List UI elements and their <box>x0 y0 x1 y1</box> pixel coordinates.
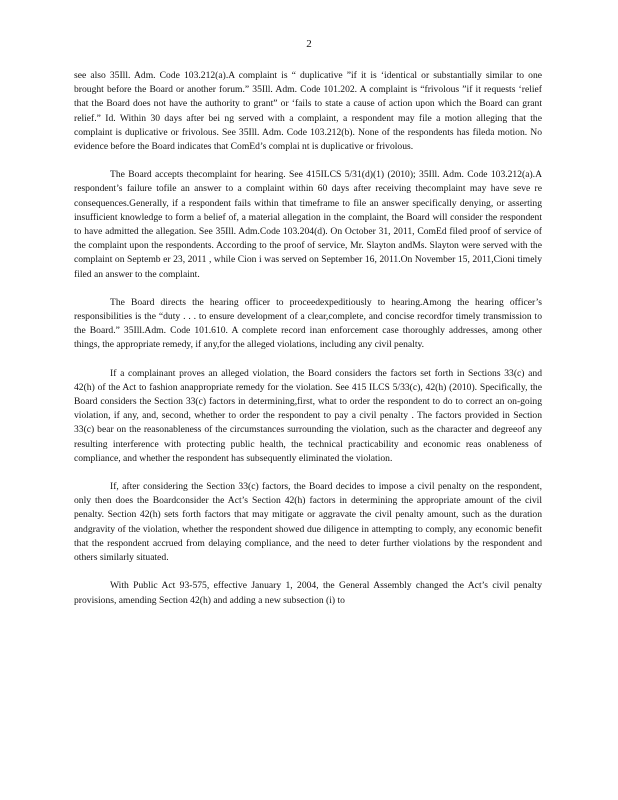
document-body <box>74 69 542 622</box>
paragraph-duplicative-frivolous: see also 35Ill. Adm. Code 103.212(a).A complaint is “ duplicative ”if it is ‘identical or substantially similar to one brought before the Board or another forum.” 35Ill. Adm. Code 101.202. A complaint is “frivolous ”if it requests ‘relief that the Board does not have the authority to grant” or ‘fails to state a cause of action upon which the Board can grant relief.” Id. Within 30 days after bei ng served with a complaint, a respondent may file a motion alleging that the complaint is duplicative or frivolous. See 35Ill. Adm. Code 103.212(b). None of the respondents has fileda motion. No evidence before the Board indicates that ComEd’s complai nt is duplicative or frivolous. <box>74 70 542 153</box>
paragraph-accepts-for-hearing: The Board accepts thecomplaint for hearing. See 415ILCS 5/31(d)(1) (2010); 35Ill. Adm. Code 103.212(a).A respondent’s failure tofile an answer to a complaint within 60 days after receiving thecomplaint may have seve re consequences.Generally, if a respondent fails within that timeframe to file an answer specifically denying, or asserting insufficient knowledge to form a belief of, a material allegation in the complaint, the Board will consider the respondent to have admitted the allegation. See 35Ill. Adm.Code 103.204(d). On October 31, 2011, ComEd filed proof of service of the complaint upon the respondents. According to the proof of service, Mr. Slayton andMs. Slayton were served with the complaint on Septemb er 23, 2011 , while Cion i was served on September 16, 2011.On November 15, 2011,Cioni timely filed an answer to the complaint. <box>74 169 542 280</box>
paragraph-section-42h: If, after considering the Section 33(c) factors, the Board decides to impose a civil penalty on the respondent, only then does the Boardconsider the Act’s Section 42(h) factors in determining the appropriate amount of the civil penalty. Section 42(h) sets forth factors that may mitigate or aggravate the civil penalty amount, such as the duration andgravity of the violation, whether the respondent showed due diligence in attempting to comply, any economic benefit that the respondent accrued from delaying compliance, and the need to deter further violations by the respondent and others similarly situated. <box>74 481 542 564</box>
paragraph-public-act: With Public Act 93-575, effective January 1, 2004, the General Assembly changed the Act’s civil penalty provisions, amending Section 42(h) and adding a new subsection (i) to <box>74 580 542 606</box>
paragraph-section-33c: If a complainant proves an alleged violation, the Board considers the factors set forth in Sections 33(c) and 42(h) of the Act to fashion anappropriate remedy for the violation. See 415 ILCS 5/33(c), 42(h) (2010). Specifically, the Board considers the Section 33(c) factors in determining,first, what to order the respondent to do to correct an on-going violation, if any, and, second, whether to order the respondent to pay a civil penalty . The factors provided in Section 33(c) bear on the reasonableness of the circumstances surrounding the violation, such as the character and degreeof any resulting interference with protecting public health, the technical practicability and economic reas onableness of compliance, and whether the respondent has subsequently eliminated the violation. <box>74 367 542 464</box>
paragraph-hearing-officer: The Board directs the hearing officer to proceedexpeditiously to hearing.Among the hearing officer’s responsibilities is the “duty . . . to ensure development of a clear,complete, and concise recordfor timely transmission to the Board.” 35Ill.Adm. Code 101.610. A complete record inan enforcement case thoroughly addresses, among other things, the appropriate remedy, if any,for the alleged violations, including any civil penalty. <box>74 296 542 351</box>
page-number: 2 <box>306 38 312 50</box>
